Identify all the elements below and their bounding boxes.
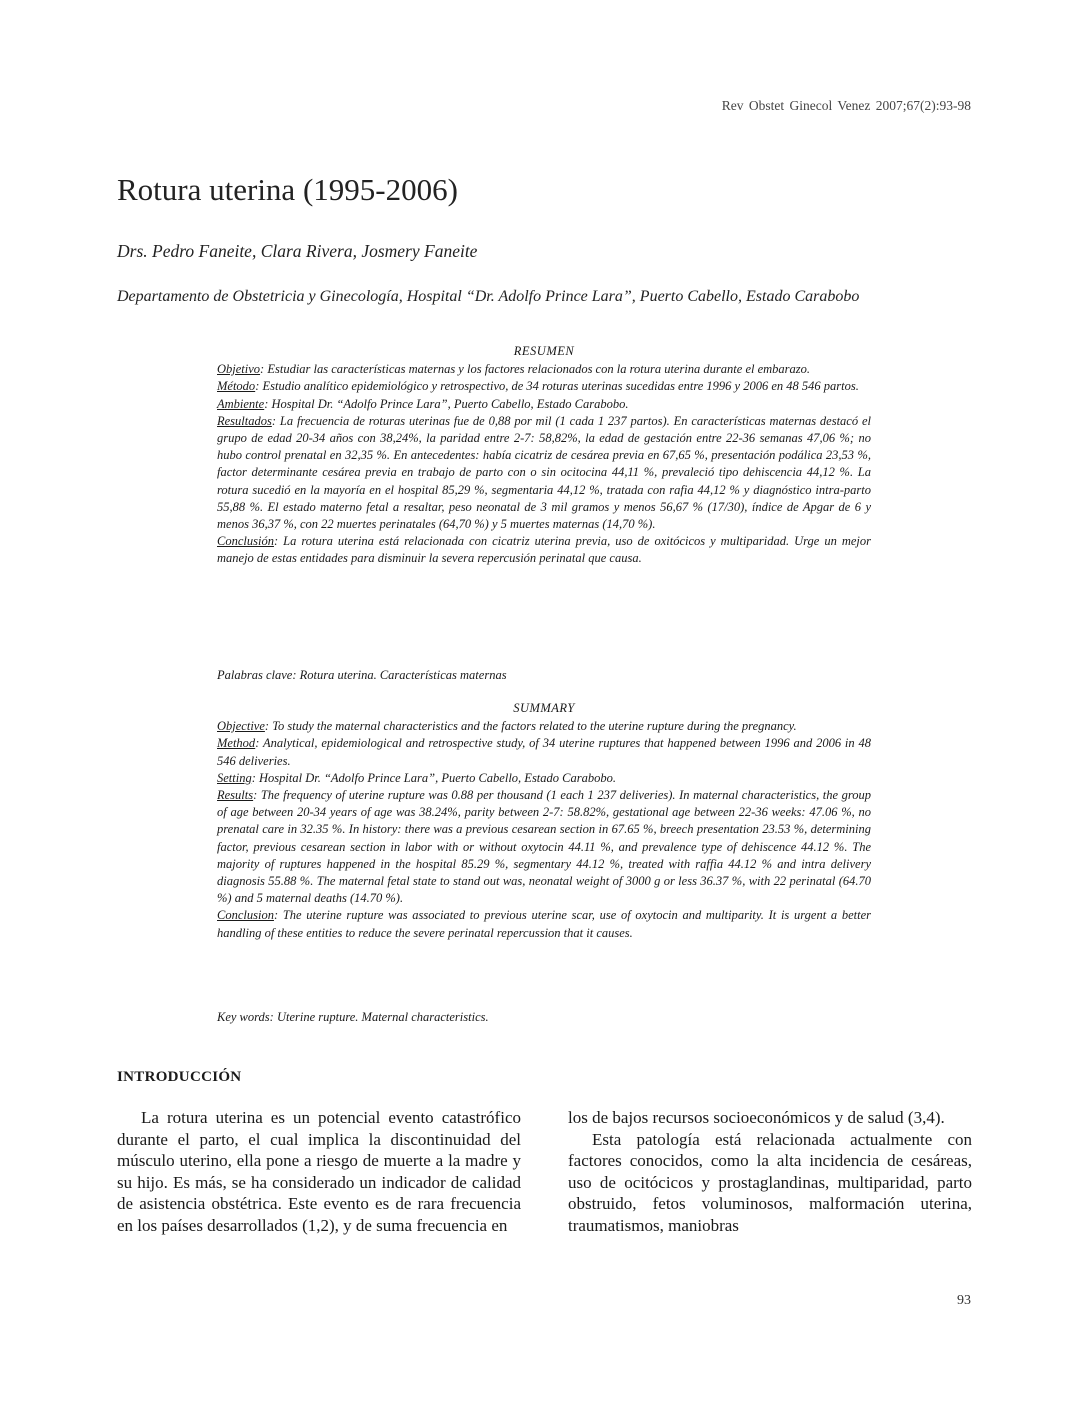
- resumen-label: Ambiente: [217, 396, 265, 411]
- body-paragraph: La rotura uterina es un potencial evento catastrófico durante el parto, el cual implica la discontinuidad del músculo uterino, ella pone a riesgo de muerte a la madre y su hijo. Es más, se ha considerado un indicador de calidad de asistencia obstétrica. Este evento es de rara frecuencia en los países desarrollados (1,2), y de suma frecuencia en: [117, 1108, 521, 1235]
- page-number: 93: [957, 1293, 971, 1308]
- resumen-conclusion: Conclusión: La rotura uterina está relacionada con cicatriz uterina previa, uso de oxitócicos y multiparidad. Urge un mejor manejo de estas entidades para disminuir la severa repercusión perinatal que causa.: [217, 534, 871, 566]
- summary-label: Setting: [217, 770, 252, 785]
- summary-heading: SUMMARY: [513, 701, 575, 715]
- article-affiliation: Departamento de Obstetricia y Ginecología, Hospital “Dr. Adolfo Prince Lara”, Puerto Cabello, Estado Carabobo: [117, 288, 860, 305]
- summary-text: Analytical, epidemiological and retrospective study, of 34 uterine ruptures that happened between 1996 and 2006 in 48 546 deliveries.: [217, 736, 872, 768]
- summary-setting: Setting: Hospital Dr. “Adolfo Prince Lara”, Puerto Cabello, Estado Carabobo.: [217, 770, 616, 785]
- resumen-resultados: Resultados: La frecuencia de roturas uterinas fue de 0,88 por mil (1 cada 1 237 partos). En características maternas destacó el grupo de edad 20-34 años con 38,24%, la paridad entre 2-7: 58,82%, la edad de gestación entre 22-36 semanas 47,06 %; no hubo control prenatal en 32,35 %. En antecedentes: había cicatriz de cesárea previa en 67,65 %, presentación podálica 23,53 %, factor determinante cesárea previa en trabajo de parto con o sin ocitocina 44,11 %, prevaleció tipo dehiscencia 44,12 %. La rotura sucedió en la mayoría en el hospital 85,29 %, segmentaria 44,12 %, tratada con rafia 44,12 % y diagnóstico intra-parto 55,88 %. El estado materno fetal a resaltar, peso neonatal de 3 mil gramos y menos 56,67 % (17/30), índice de Apgar de 6 y menos 36,37 %, con 22 muertes perinatales (64,70 %) y 5 muertes maternas (14,70 %).: [217, 413, 871, 532]
- body-column-right: [568, 1107, 972, 1237]
- key-words: Key words: Uterine rupture. Maternal characteristics.: [217, 1010, 489, 1024]
- resumen-label: Conclusión: [217, 534, 274, 549]
- summary-abstract: [217, 700, 871, 942]
- resumen-label: Método: [217, 379, 256, 394]
- body-paragraph: los de bajos recursos socioeconómicos y de salud (3,4).: [568, 1108, 945, 1127]
- summary-conclusion: Conclusion: The uterine rupture was associated to previous uterine scar, use of oxytocin and multiparity. It is urgent a better handling of these entities to reduce the severe perinatal repercussion that it causes.: [217, 908, 871, 940]
- section-heading-introduccion: INTRODUCCIÓN: [117, 1069, 242, 1085]
- palabras-clave: Palabras clave: Rotura uterina. Características maternas: [217, 668, 507, 682]
- resumen-abstract: [217, 343, 871, 568]
- summary-objective: Objective: To study the maternal characteristics and the factors related to the uterine rupture during the pregnancy.: [217, 719, 797, 734]
- body-paragraph: Esta patología está relacionada actualmente con factores conocidos, como la alta incidencia de cesáreas, uso de ocitócicos y prostaglandinas, multiparidad, parto obstruido, fetos voluminosos, malformación uterina, traumatismos, maniobras: [568, 1129, 972, 1235]
- summary-text: The frequency of uterine rupture was 0.88 per thousand (1 each 1 237 deliveries). In maternal characteristics, the group of age between 20-34 years of age was 38.24%, parity between 2-7: 58.82%, gestational age between 22-36 weeks: 47.06 %, no prenatal care in 32.35 %. In history: there was a previous cesarean section in 67.65 %, breech presentation 23.53 %, determining factor, previous cesarean section in labor with or without oxytocin 44.11 %, and prevalence type of dehiscence 44.12 %. The majority of ruptures happened in the hospital 85.29 %, segmentary 44.12 %, treated with raffia 44.12 % and intra delivery diagnosis 55.88 %. The maternal fetal state to stand out was, neonatal weight of 3000 g or less 36.37 %, with 22 perinatal (64.70 %) and 5 maternal deaths (14.70 %).: [217, 788, 871, 906]
- resumen-text: Hospital Dr. “Adolfo Prince Lara”, Puerto Cabello, Estado Carabobo.: [271, 396, 629, 411]
- resumen-text: La frecuencia de roturas uterinas fue de 0,88 por mil (1 cada 1 237 partos). En características maternas destacó el grupo de edad 20-34 años con 38,24%, la paridad entre 2-7: 58,82%, la edad de gestación entre 22-36 semanas 47,06 %; no hubo control prenatal en 32,35 %. En antecedentes: había cicatriz de cesárea previa en 67,65 %, presentación podálica 23,53 %, factor determinante cesárea previa en trabajo de parto con o sin ocitocina 44,11 %, prevaleció tipo dehiscencia 44,12 %. La rotura sucedió en la mayoría en el hospital 85,29 %, segmentaria 44,12 %, tratada con rafia 44,12 % y diagnóstico intra-parto 55,88 %. El estado materno fetal a resaltar, peso neonatal de 3 mil gramos y menos 56,67 % (17/30), índice de Apgar de 6 y menos 36,37 %, con 22 muertes perinatales (64,70 %) y 5 muertes maternas (14,70 %).: [217, 413, 871, 532]
- summary-text: To study the maternal characteristics and the factors related to the uterine rupture during the pregnancy.: [272, 719, 797, 734]
- summary-text: The uterine rupture was associated to previous uterine scar, use of oxytocin and multiparity. It is urgent a better handling of these entities to reduce the severe perinatal repercussion that it causes.: [217, 908, 871, 940]
- summary-label: Method: [217, 736, 256, 751]
- article-title: Rotura uterina (1995-2006): [117, 172, 458, 207]
- resumen-objetivo: Objetivo: Estudiar las características maternas y los factores relacionados con la rotura uterina durante el embarazo.: [217, 362, 811, 377]
- resumen-ambiente: Ambiente: Hospital Dr. “Adolfo Prince Lara”, Puerto Cabello, Estado Carabobo.: [217, 396, 629, 411]
- summary-label: Conclusion: [217, 908, 274, 923]
- summary-text: Hospital Dr. “Adolfo Prince Lara”, Puerto Cabello, Estado Carabobo.: [259, 770, 616, 785]
- resumen-text: Estudio analítico epidemiológico y retrospectivo, de 34 roturas uterinas sucedidas entre 1996 y 2006 en 48 546 partos.: [262, 379, 859, 394]
- article-authors: Drs. Pedro Faneite, Clara Rivera, Josmery Faneite: [117, 241, 478, 261]
- body-column-left: [117, 1107, 521, 1237]
- resumen-heading: RESUMEN: [513, 344, 575, 358]
- summary-label: Results: [217, 788, 254, 803]
- resumen-text: La rotura uterina está relacionada con cicatriz uterina previa, uso de oxitócicos y multiparidad. Urge un mejor manejo de estas entidades para disminuir la severa repercusión perinatal que causa.: [217, 534, 871, 566]
- summary-label: Objective: [217, 719, 265, 734]
- resumen-label: Resultados: [217, 413, 272, 428]
- summary-method: Method: Analytical, epidemiological and retrospective study, of 34 uterine ruptures that happened between 1996 and 2006 in 48 546 deliveries.: [217, 736, 872, 768]
- resumen-label: Objetivo: [217, 362, 261, 377]
- resumen-text: Estudiar las características maternas y los factores relacionados con la rotura uterina durante el embarazo.: [267, 362, 811, 377]
- journal-reference: Rev Obstet Ginecol Venez 2007;67(2):93-98: [721, 98, 971, 113]
- resumen-metodo: Método: Estudio analítico epidemiológico y retrospectivo, de 34 roturas uterinas sucedidas entre 1996 y 2006 en 48 546 partos.: [217, 379, 859, 394]
- summary-results: Results: The frequency of uterine rupture was 0.88 per thousand (1 each 1 237 deliveries). In maternal characteristics, the group of age between 20-34 years of age was 38.24%, parity between 2-7: 58.82%, gestational age between 22-36 weeks: 47.06 %, no prenatal care in 32.35 %. In history: there was a previous cesarean section in 67.65 %, breech presentation 23.53 %, determining factor, previous cesarean section in labor with or without oxytocin 44.11 %, and prevalence type of dehiscence 44.12 %. The majority of ruptures happened in the hospital 85.29 %, segmentary 44.12 %, treated with raffia 44.12 % and intra delivery diagnosis 55.88 %. The maternal fetal state to stand out was, neonatal weight of 3000 g or less 36.37 %, with 22 perinatal (64.70 %) and 5 maternal deaths (14.70 %).: [217, 788, 871, 906]
